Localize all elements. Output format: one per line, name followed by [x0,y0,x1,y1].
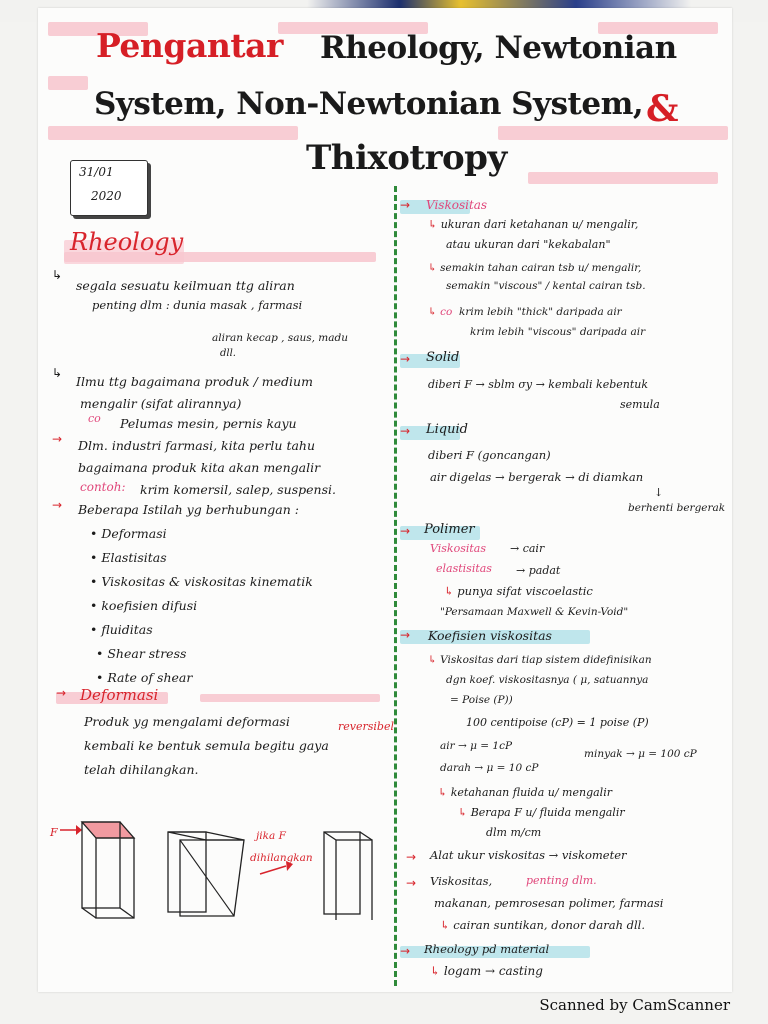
text-co: co [440,306,453,318]
text-line: 100 centipoise (cP) = 1 poise (P) [466,716,649,729]
text-elastisitas: elastisitas [436,562,492,575]
text-line: makanan, pemrosesan polimer, farmasi [434,896,664,910]
text-line: ↳ cairan suntikan, donor darah dll. [440,918,646,932]
arrow-icon: → [400,424,411,438]
title-line3: Thixotropy [306,138,507,178]
text-line: bagaimana produk kita akan mengalir [78,460,321,475]
text-span: punya sifat viscoelastic [457,584,593,598]
block-outline [168,832,206,912]
heading-deformasi: Deformasi [80,686,159,704]
text-penting: penting dlm. [526,874,597,887]
text-line: berhenti bergerak [628,502,726,514]
text-span: Berapa F u/ fluida mengalir [470,806,625,819]
text-line: Dlm. industri farmasi, kita perlu tahu [78,438,316,453]
list-item: • Shear stress [96,646,187,661]
date-box [70,160,148,216]
heading-koefisien: Koefisien viskositas [428,628,552,643]
text-line: dlm m/cm [486,826,542,839]
text-span: Viskositas dari tiap sistem didefinisikan [440,654,652,666]
term-text: Viskositas & viskositas kinematik [101,574,313,589]
heading-liquid: Liquid [426,422,468,437]
arrow-icon: → [56,686,67,700]
block-outline [180,840,244,916]
text-line: telah dihilangkan. [84,762,199,777]
term-text: fluiditas [101,622,153,637]
highlight [498,126,728,140]
arrow-icon: → [406,876,417,890]
text-line: Ilmu ttg bagaimana produk / medium [76,374,313,389]
text-reversibel: reversibel [338,720,394,733]
figure-note: jika F [256,830,286,842]
bullet-arrow: ↳ [52,366,63,380]
list-item: • Rate of shear [96,670,193,685]
block-diagonal [180,840,234,916]
text-line: → cair [510,542,545,555]
text-line: minyak → μ = 100 cP [584,748,697,760]
text-span: cairan suntikan, donor darah dll. [453,918,646,932]
text-line: ↳ Viskositas dari tiap sistem didefinisikan [428,654,652,666]
block-edge [82,908,96,918]
text-span: semakin tahan cairan tsb u/ mengalir, [440,262,642,274]
arrow-icon: → [400,944,411,958]
block-edge [360,832,372,840]
arrow-icon: → [400,352,411,366]
list-item: • koefisien difusi [90,598,198,613]
figure-note: dihilangkan [250,852,313,864]
text-line: krim komersil, salep, suspensi. [140,482,336,497]
list-item: • Viskositas & viskositas kinematik [90,574,313,589]
text-line: ↳ ukuran dari ketahanan u/ mengalir, [428,218,639,231]
text-line: ↳ semakin tahan cairan tsb u/ mengalir, [428,262,642,274]
highlight [48,76,88,90]
text-line: "Persamaan Maxwell & Kevin-Void" [440,606,629,618]
block-outline [324,832,360,914]
highlight [200,694,380,702]
text-span: krim lebih "thick" daripada air [459,306,622,318]
text-line: ↳ Berapa F u/ fluida mengalir [458,806,625,819]
deformation-figure [60,810,380,920]
text-co: co [88,412,101,425]
text-line: = Poise (P)) [450,694,513,706]
term-text: Elastisitas [101,550,167,565]
list-item: • Deformasi [90,526,167,541]
block-outline [336,840,372,920]
title-line2: System, Non-Newtonian System, [94,86,644,122]
text-line: ↳ logam → casting [430,964,543,978]
text-span: ketahanan fluida u/ mengalir [450,786,612,799]
text-line: aliran kecap , saus, madu [212,332,348,344]
force-label: F [50,826,58,839]
text-line: diberi F (goncangan) [428,448,551,462]
text-line: krim lebih "viscous" daripada air [470,326,646,338]
heading-rheology-material: Rheology pd material [424,942,550,956]
text-line: → padat [516,564,561,577]
arrow-icon: → [406,850,417,864]
arrow-icon: → [400,628,411,642]
sheared-top-face [82,822,134,838]
block-outline [96,838,134,918]
bullet-arrow: ↳ [52,268,63,282]
text-contoh: contoh: [80,480,126,494]
text-viskositas: Viskositas [430,542,486,555]
text-line: mengalir (sifat alirannya) [80,396,242,411]
highlight [528,172,718,184]
text-line: Viskositas, [430,874,493,888]
list-item: • fluiditas [90,622,153,637]
text-line: segala sesuatu keilmuan ttg aliran [76,278,295,293]
text-line: semula [620,398,660,411]
text-line: Pelumas mesin, pernis kayu [120,416,297,431]
text-line: penting dlm : dunia masak , farmasi [92,298,303,312]
text-line: darah → μ = 10 cP [440,762,539,774]
text-line: kembali ke bentuk semula begitu gaya [84,738,329,753]
text-line: ↓ [654,486,664,499]
force-arrowhead [76,825,82,835]
text-line: ↳ ketahanan fluida u/ mengalir [438,786,612,799]
column-divider [394,186,397,986]
arrow-icon: → [400,198,411,212]
title-line1: Rheology, Newtonian [320,30,677,66]
heading-viskositas: Viskositas [426,198,488,212]
text-line: atau ukuran dari "kekabalan" [446,238,611,251]
transition-arrow [260,866,286,874]
title-ampersand: & [646,88,679,130]
heading-rheology: Rheology [70,228,184,256]
term-text: koefisien difusi [101,598,198,613]
text-line: diberi F → sblm σy → kembali kebentuk [428,378,649,391]
text-line: Produk yg mengalami deformasi [84,714,290,729]
term-text: Shear stress [107,646,187,661]
block-edge [120,908,134,918]
term-text: Rate of shear [107,670,193,685]
text-line: dll. [220,348,236,359]
text-line: ↳ co krim lebih "thick" daripada air [428,306,622,318]
text-span: logam → casting [443,964,543,978]
highlight [48,126,298,140]
heading-polimer: Polimer [424,522,475,537]
text-line: Beberapa Istilah yg berhubungan : [78,502,299,517]
block-edge [324,832,336,840]
text-line: air → μ = 1cP [440,740,513,752]
arrow-icon: → [52,498,63,512]
term-text: Deformasi [101,526,167,541]
arrow-icon: → [52,432,63,446]
date-bottom: 2020 [91,189,122,203]
text-line: ↳ punya sifat viscoelastic [444,584,593,598]
heading-solid: Solid [426,350,460,365]
text-line: air digelas → bergerak → di diamkan [430,470,644,484]
arrow-icon: → [400,524,411,538]
date-top: 31/01 [79,165,114,179]
text-line: dgn koef. viskositasnya ( μ, satuannya [446,674,649,686]
text-span: ukuran dari ketahanan u/ mengalir, [440,218,639,231]
text-line: Alat ukur viskositas → viskometer [430,848,627,862]
list-item: • Elastisitas [90,550,167,565]
title-pengantar: Pengantar [96,26,283,65]
text-line: semakin "viscous" / kental cairan tsb. [446,280,646,292]
camscanner-footer: Scanned by CamScanner [539,996,730,1014]
